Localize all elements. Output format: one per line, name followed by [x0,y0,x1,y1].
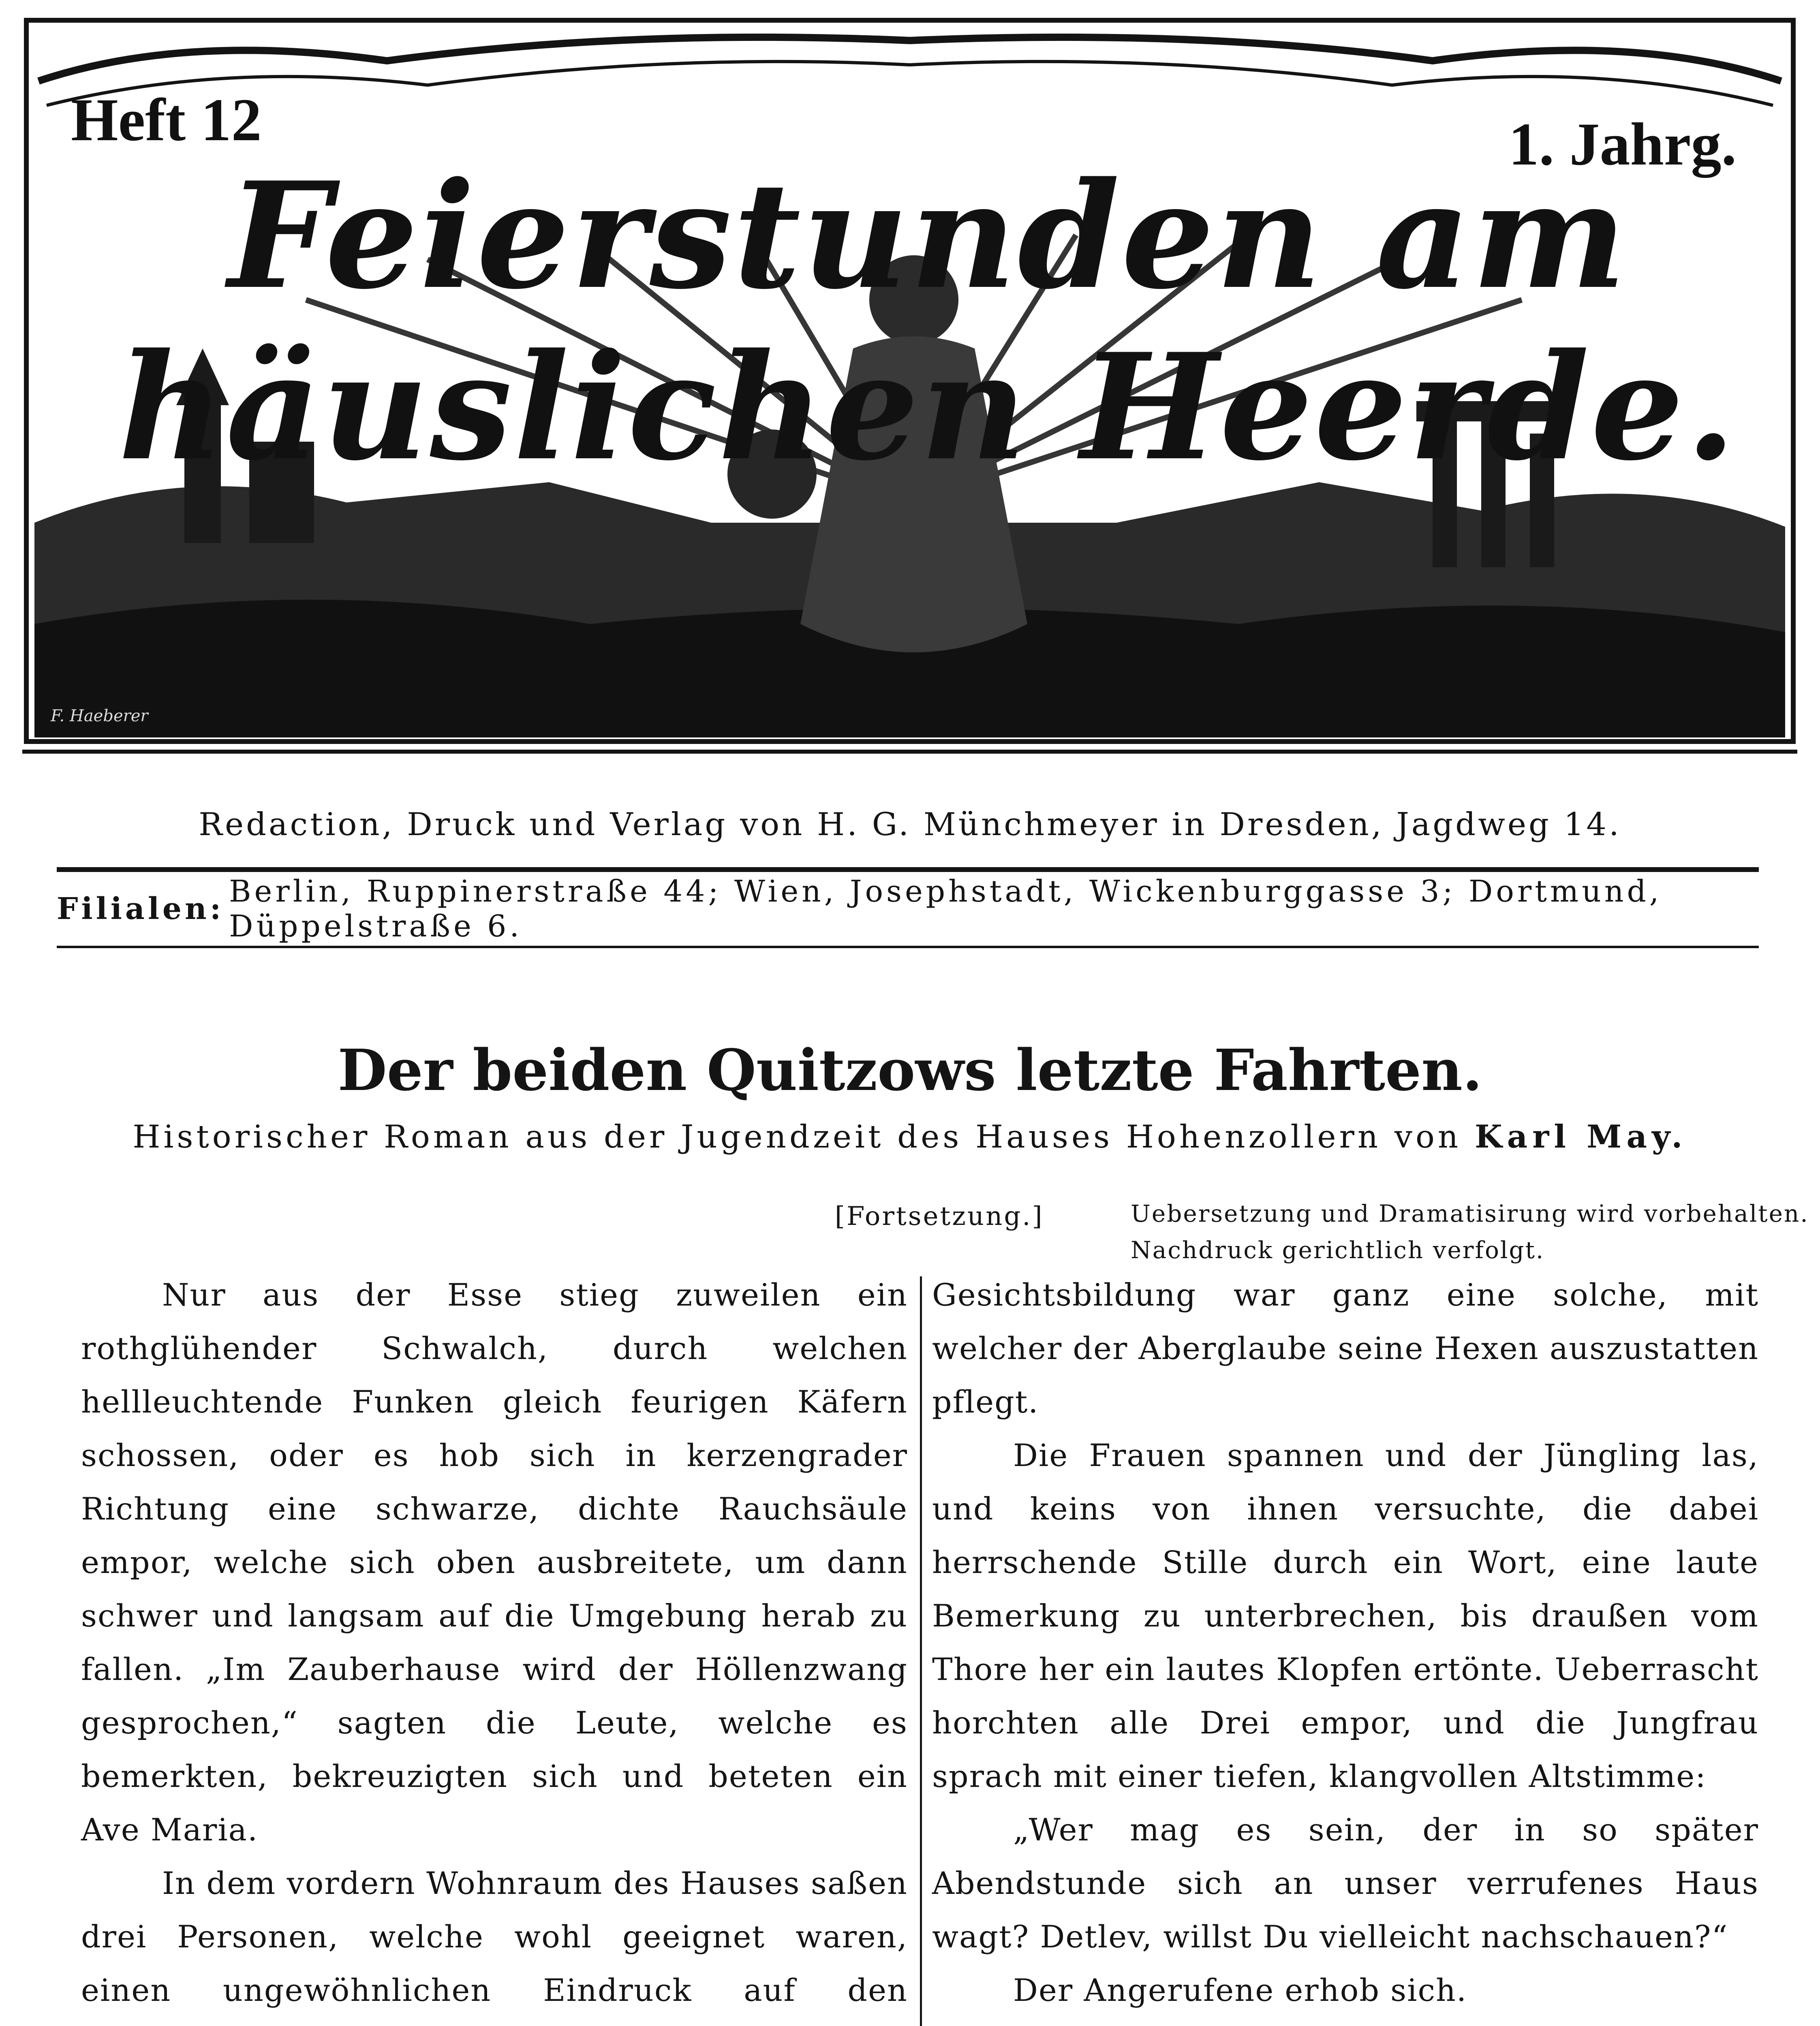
branches-label: Filialen: [57,891,225,926]
paragraph: „Wer mag es sein, der in so später Abendstunde sich an unser verrufenes Haus wagt? Detlev, willst Du vielleicht nachschauen?“ [932,1812,1759,1955]
article-subtitle [0,1118,1820,1155]
volume-year: 1. Jahrg. [1508,111,1737,178]
imprint-line: Redaction, Druck und Verlag von H. G. Münchmeyer in Dresden, Jagdweg 14. [199,806,1621,843]
masthead-title: Feierstunden am häuslichen Heerde. [118,150,1738,493]
branches-text: Berlin, Ruppinerstraße 44; Wien, Josephstadt, Wickenburggasse 3; Dortmund, Düppelstraße 6. [229,874,1662,944]
right-column [932,1268,1759,2026]
masthead [22,16,1797,754]
rights-line-1: Uebersetzung und Dramatisirung wird vorbehalten. [1131,1200,1809,1227]
paragraph: Die Frauen spannen und der Jüngling las, und keins von ihnen versuchte, die dabei herrschende Stille durch ein Wort, eine laute Bemerkung zu unterbrechen, bis draußen vom Thore her ein lautes Klopfen ertönte. Ueberrascht horchten alle Drei empor, und die Jungfrau sprach mit einer tiefen, klangvollen Altstimme: [932,1437,1759,1794]
branches-bar [57,867,1759,948]
rights-notice [1131,1195,1809,1268]
author-name: Karl May. [1474,1118,1687,1155]
paragraph: Gesichtsbildung war ganz eine solche, mit welcher der Aberglaube seine Hexen auszustatten pflegt. [932,1277,1759,1420]
column-divider [920,1276,922,2026]
paragraph: In dem vordern Wohnraum des Hauses saßen drei Personen, welche wohl geeignet waren, einen ungewöhnlichen Eindruck auf den [81,1865,908,2008]
article-title: Der beiden Quitzows letzte Fahrten. [338,1037,1482,1104]
rights-line-2: Nachdruck gerichtlich verfolgt. [1131,1236,1545,1264]
paragraph: Der Angerufene erhob sich. [1013,1972,1467,2008]
paragraph [932,2017,1759,2026]
subtitle-text: Historischer Roman aus der Jugendzeit des Hauses Hohenzollern von [133,1119,1462,1155]
paragraph: Nur aus der Esse stieg zuweilen ein rothglühender Schwalch, durch welchen hellleuchtende Funken gleich feurigen Käfern schossen, oder es hob sich in kerzengrader Richtung eine schwarze, dichte Rauchsäule empor, welche sich oben ausbreitete, um dann schwer und langsam auf die Umgebung herab zu fallen. „Im Zauberhause wird der Höllenzwang gesprochen,“ sagten die Leute, welche es bemerkten, bekreuzigten sich und beteten ein Ave Maria. [81,1277,908,1848]
svg-text:F. Haeberer: F. Haeberer [51,707,148,725]
continuation-note: [Fortsetzung.] [835,1201,1044,1231]
left-column [81,1268,908,2026]
issue-number: Heft 12 [71,86,262,154]
